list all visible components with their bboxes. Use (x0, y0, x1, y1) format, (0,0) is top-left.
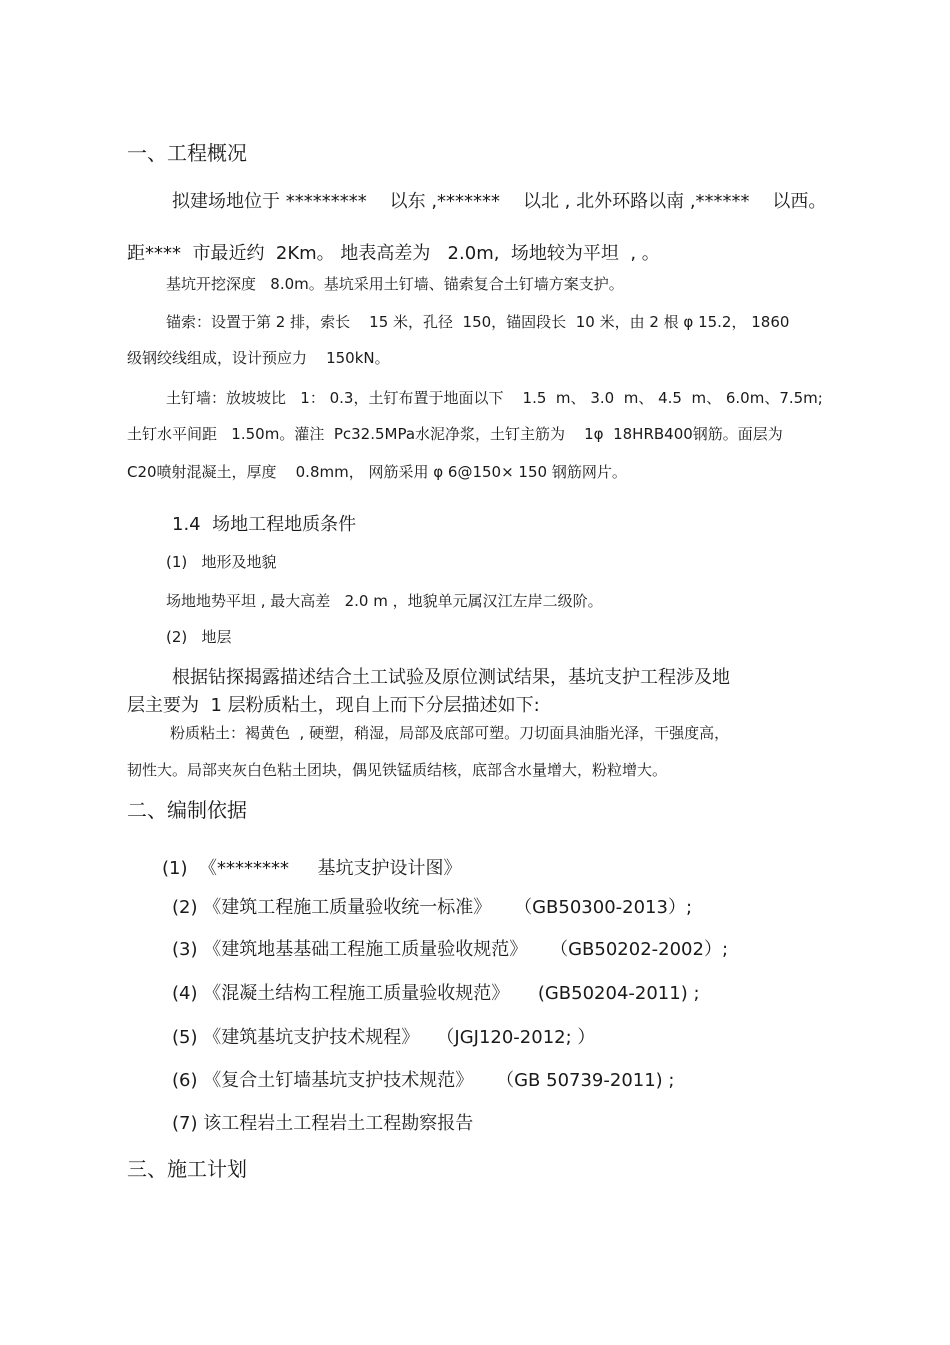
reference-item: (3) 《建筑地基基础工程施工质量验收规范》 （GB50202-2002）; (172, 939, 729, 960)
reference-item: (2) 《建筑工程施工质量验收统一标准》 （GB50300-2013）; (172, 897, 693, 918)
strata-paragraph-line-2: 层主要为 1 层粉质粘土，现自上而下分层描述如下: (127, 695, 540, 716)
terrain-text: 场地地势平坦 , 最大高差 2.0 m ，地貌单元属汉江左岸二级阶。 (166, 592, 603, 610)
terrain-subheading: (1) 地形及地貌 (166, 553, 277, 571)
section-3-title: 三、施工计划 (127, 1157, 247, 1181)
silty-clay-description-line-1: 粉质粘土：褐黄色 , 硬塑，稍湿，局部及底部可塑。刀切面具油脂光泽，干强度高， (170, 724, 730, 742)
soil-nail-wall-line-3: C20喷射混凝土，厚度 0.8mm， 网筋采用 φ 6@150× 150 钢筋网片。 (127, 463, 627, 481)
excavation-depth-text: 基坑开挖深度 8.0m。基坑采用土钉墙、锚索复合土钉墙方案支护。 (166, 275, 624, 293)
overview-paragraph-line-2: 距**** 市最近约 2Km。 地表高差为 2.0m, 场地较为平坦 , 。 (127, 243, 660, 264)
reference-item: (6) 《复合土钉墙基坑支护技术规范》 （GB 50739-2011) ; (172, 1070, 675, 1091)
overview-paragraph-line-1: 拟建场地位于 ********* 以东 ,******* 以北 , 北外环路以南 ,****** 以西。 (172, 191, 827, 212)
reference-item: (7) 该工程岩土工程岩土工程勘察报告 (172, 1113, 474, 1134)
reference-item: (5) 《建筑基坑支护技术规程》 （JGJ120-2012; ） (172, 1027, 596, 1048)
reference-item: (4) 《混凝土结构工程施工质量验收规范》 (GB50204-2011) ; (172, 983, 700, 1004)
reference-item: (1) 《******** 基坑支护设计图》 (162, 858, 462, 879)
anchor-cable-line-1: 锚索：设置于第 2 排，索长 15 米，孔径 150，锚固段长 10 米，由 2 根 φ 15.2， 1860 (166, 313, 790, 331)
strata-subheading: (2) 地层 (166, 628, 232, 646)
soil-nail-wall-line-2: 土钉水平间距 1.50m。灌注 Pc32.5MPa水泥净浆，土钉主筋为 1φ 18HRB400钢筋。面层为 (127, 425, 783, 443)
section-2-title: 二、编制依据 (127, 798, 247, 822)
section-1-title: 一、工程概况 (127, 141, 247, 165)
silty-clay-description-line-2: 韧性大。局部夹灰白色粘土团块，偶见铁锰质结核，底部含水量增大，粉粒增大。 (127, 761, 668, 779)
strata-paragraph-line-1: 根据钻探揭露描述结合土工试验及原位测试结果，基坑支护工程涉及地 (172, 667, 730, 688)
anchor-cable-line-2: 级钢绞线组成，设计预应力 150kN。 (127, 349, 390, 367)
soil-nail-wall-line-1: 土钉墙：放坡坡比 1： 0.3，土钉布置于地面以下 1.5 m、 3.0 m、 4.5 m、 6.0m、7.5m; (166, 389, 823, 407)
geology-subsection-title: 1.4 场地工程地质条件 (172, 514, 357, 535)
